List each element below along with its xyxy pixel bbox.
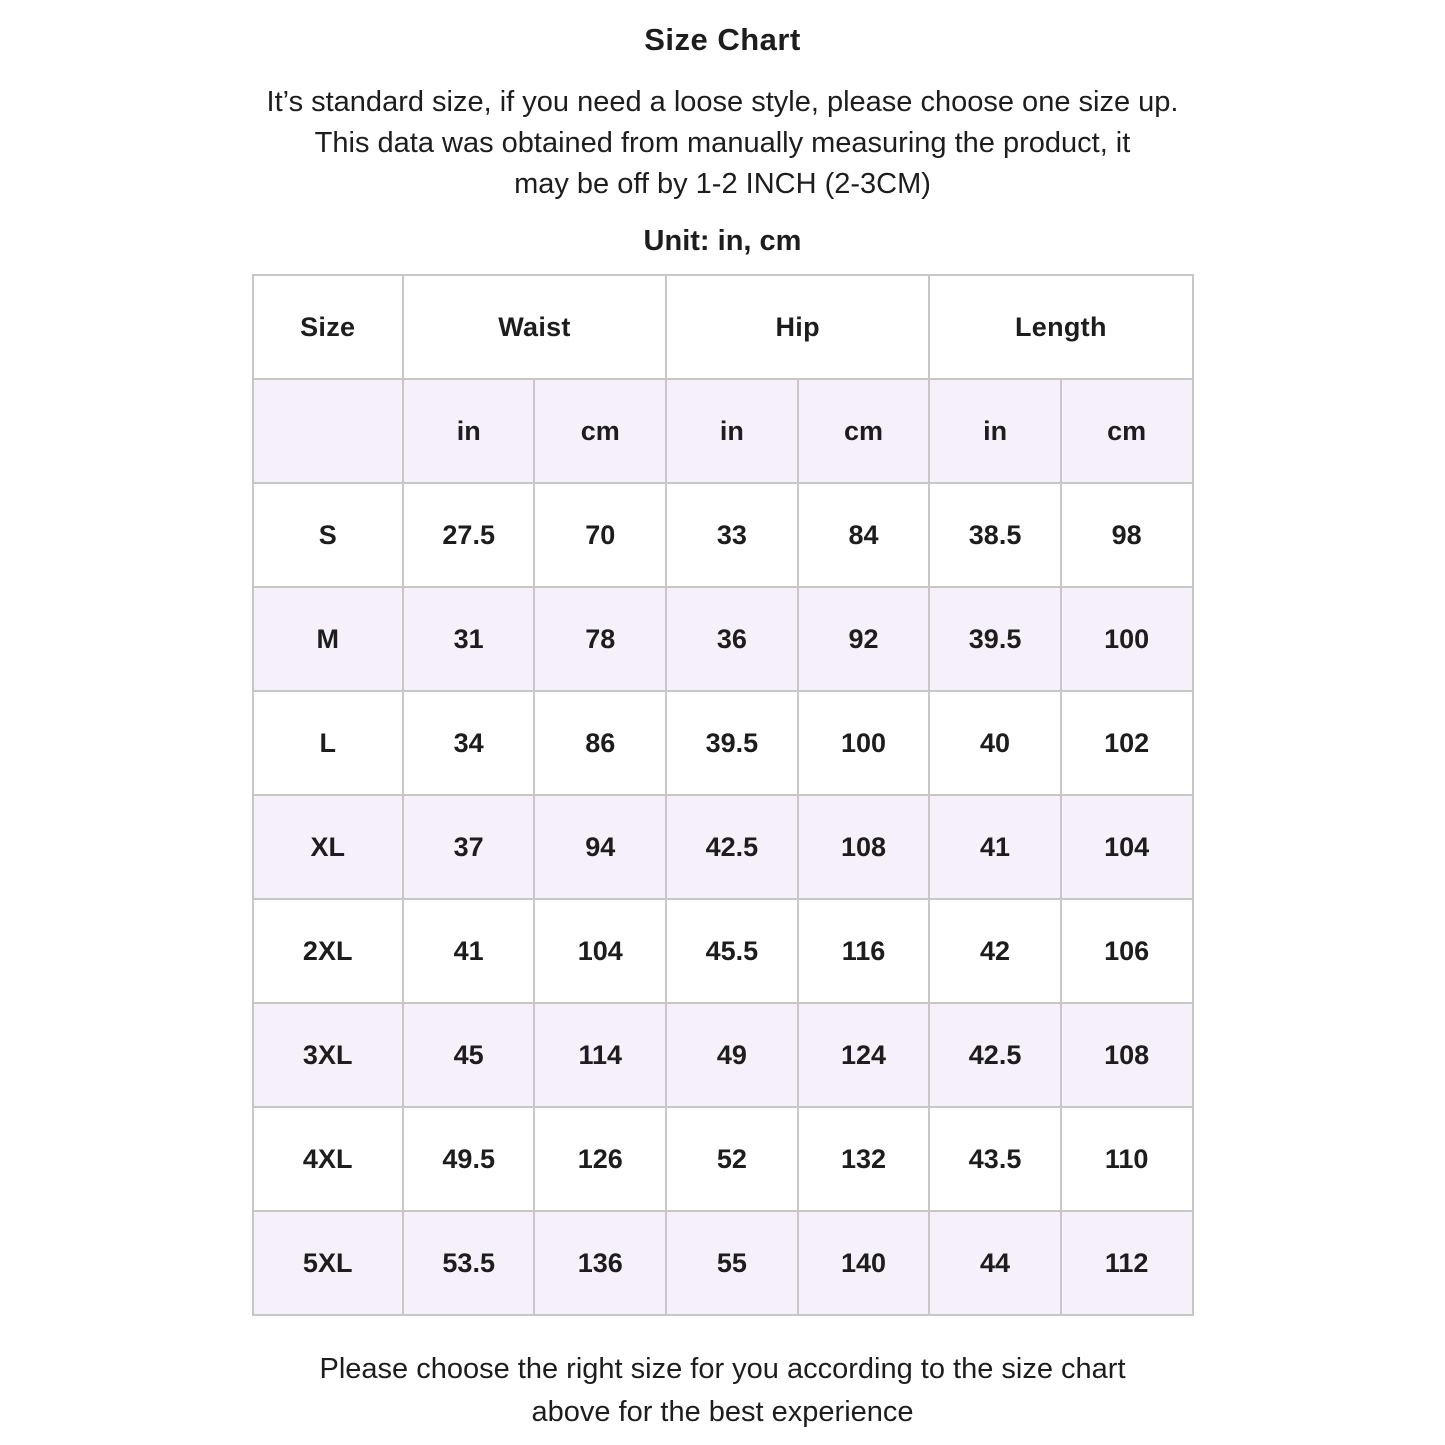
table-cell: 100 <box>1061 587 1193 691</box>
table-cell: 84 <box>798 483 930 587</box>
table-cell: 41 <box>929 795 1061 899</box>
table-header-row <box>253 275 1193 379</box>
table-row <box>253 1211 1193 1315</box>
size-note-line-3: may be off by 1-2 INCH (2-3CM) <box>514 168 931 200</box>
table-cell: 39.5 <box>666 691 798 795</box>
table-cell: 98 <box>1061 483 1193 587</box>
size-note <box>0 82 1445 205</box>
table-cell: 45 <box>403 1003 535 1107</box>
size-cell: 5XL <box>253 1211 403 1315</box>
table-cell: 41 <box>403 899 535 1003</box>
column-header-waist: Waist <box>403 275 666 379</box>
table-cell: 86 <box>534 691 666 795</box>
table-cell: 106 <box>1061 899 1193 1003</box>
size-cell: 2XL <box>253 899 403 1003</box>
table-cell: 102 <box>1061 691 1193 795</box>
column-header-length: Length <box>929 275 1192 379</box>
size-cell: L <box>253 691 403 795</box>
column-header-hip: Hip <box>666 275 929 379</box>
table-cell: 44 <box>929 1211 1061 1315</box>
table-cell: 31 <box>403 587 535 691</box>
column-header-size: Size <box>253 275 403 379</box>
table-cell: 52 <box>666 1107 798 1211</box>
table-cell: 49 <box>666 1003 798 1107</box>
table-row <box>253 899 1193 1003</box>
table-cell: 112 <box>1061 1211 1193 1315</box>
table-cell: 114 <box>534 1003 666 1107</box>
page-title: Size Chart <box>644 22 801 57</box>
table-cell: 140 <box>798 1211 930 1315</box>
size-cell: M <box>253 587 403 691</box>
size-cell: S <box>253 483 403 587</box>
table-cell: 94 <box>534 795 666 899</box>
table-cell: 124 <box>798 1003 930 1107</box>
table-cell: 49.5 <box>403 1107 535 1211</box>
footer-note <box>0 1348 1445 1434</box>
unit-label: Unit: in, cm <box>643 225 802 257</box>
table-cell: 104 <box>534 899 666 1003</box>
table-row <box>253 483 1193 587</box>
unit-header-waist-in: in <box>403 379 535 483</box>
table-cell: 42.5 <box>666 795 798 899</box>
unit-header-hip-cm: cm <box>798 379 930 483</box>
table-cell: 27.5 <box>403 483 535 587</box>
table-cell: 33 <box>666 483 798 587</box>
unit-header-waist-cm: cm <box>534 379 666 483</box>
size-cell: XL <box>253 795 403 899</box>
size-note-line-1: It’s standard size, if you need a loose style, please choose one size up. <box>266 86 1179 118</box>
table-cell: 104 <box>1061 795 1193 899</box>
size-note-line-2: This data was obtained from manually measuring the product, it <box>314 127 1131 159</box>
unit-header-hip-in: in <box>666 379 798 483</box>
table-row <box>253 587 1193 691</box>
table-cell <box>253 379 403 483</box>
unit-header-length-cm: cm <box>1061 379 1193 483</box>
table-row <box>253 691 1193 795</box>
table-cell: 100 <box>798 691 930 795</box>
size-cell: 3XL <box>253 1003 403 1107</box>
table-row <box>253 795 1193 899</box>
table-cell: 37 <box>403 795 535 899</box>
table-row <box>253 1003 1193 1107</box>
table-cell: 70 <box>534 483 666 587</box>
table-cell: 116 <box>798 899 930 1003</box>
table-cell: 42 <box>929 899 1061 1003</box>
table-cell: 38.5 <box>929 483 1061 587</box>
size-table <box>252 274 1194 1316</box>
table-cell: 43.5 <box>929 1107 1061 1211</box>
table-cell: 78 <box>534 587 666 691</box>
table-cell: 108 <box>1061 1003 1193 1107</box>
table-cell: 39.5 <box>929 587 1061 691</box>
table-cell: 45.5 <box>666 899 798 1003</box>
table-cell: 136 <box>534 1211 666 1315</box>
table-cell: 55 <box>666 1211 798 1315</box>
footer-note-line-2: above for the best experience <box>531 1396 914 1428</box>
table-cell: 42.5 <box>929 1003 1061 1107</box>
table-row <box>253 1107 1193 1211</box>
footer-note-line-1: Please choose the right size for you according to the size chart <box>319 1353 1126 1385</box>
table-cell: 126 <box>534 1107 666 1211</box>
table-cell: 34 <box>403 691 535 795</box>
unit-header-length-in: in <box>929 379 1061 483</box>
table-cell: 92 <box>798 587 930 691</box>
size-cell: 4XL <box>253 1107 403 1211</box>
table-cell: 110 <box>1061 1107 1193 1211</box>
table-cell: 36 <box>666 587 798 691</box>
table-cell: 53.5 <box>403 1211 535 1315</box>
table-cell: 40 <box>929 691 1061 795</box>
table-cell: 108 <box>798 795 930 899</box>
table-cell: 132 <box>798 1107 930 1211</box>
table-subheader-row <box>253 379 1193 483</box>
